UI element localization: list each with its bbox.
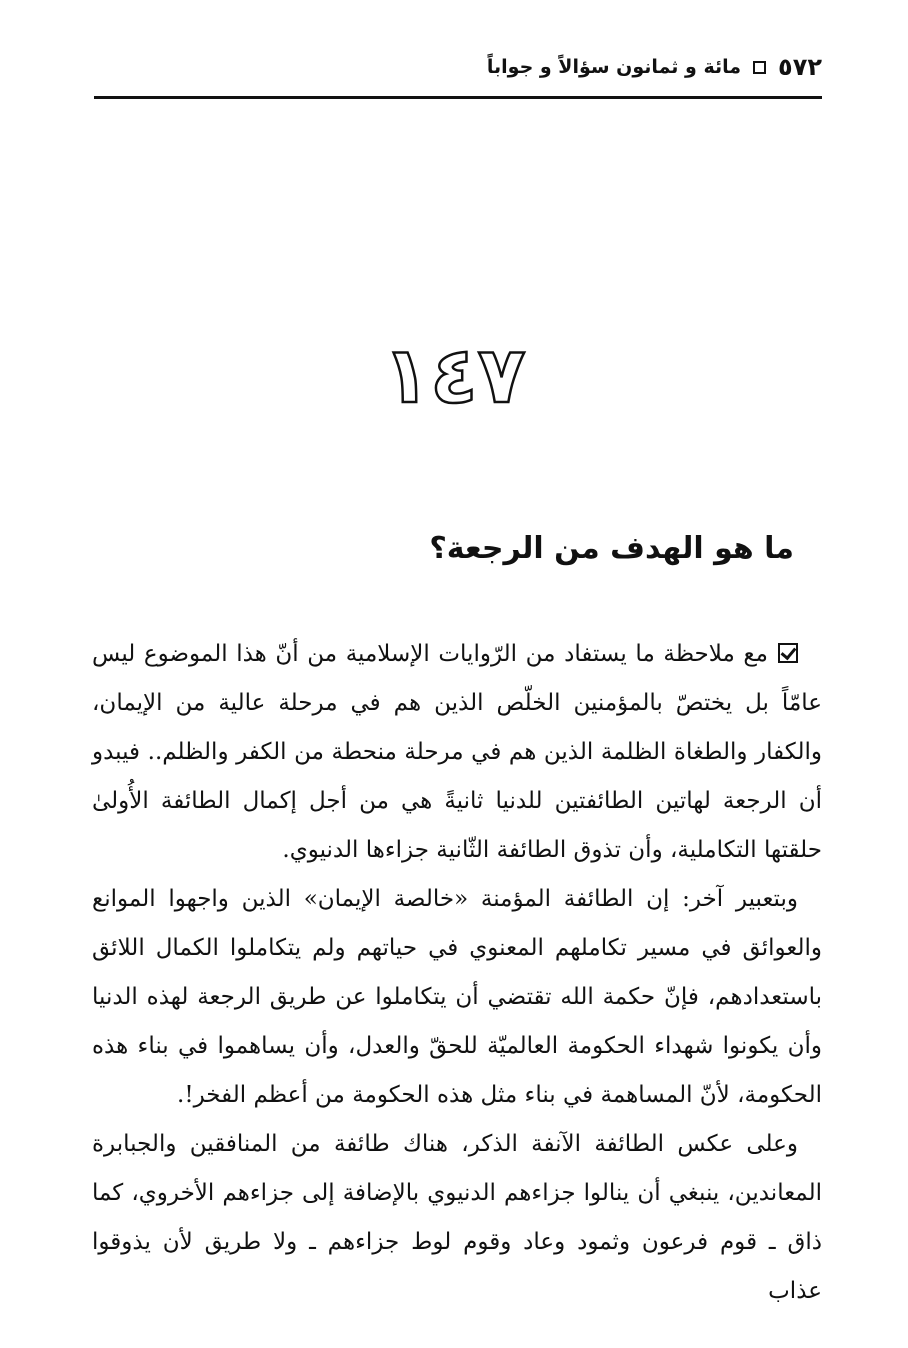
book-title: مائة و ثمانون سؤالاً و جواباً xyxy=(486,56,742,78)
question-title: ما هو الهدف من الرجعة؟ xyxy=(429,531,794,566)
paragraph-text: مع ملاحظة ما يستفاد من الرّوايات الإسلامية من أنّ هذا الموضوع ليس عامّاً بل يختصّ بالمؤمنين الخلّص الذين هم في مرحلة عالية من الإيمان، والكفار والطغاة الظلمة الذين هم في مرحلة منحطة من الكفر والظلم.. فيبدو أن الرجعة لهاتين الطائفتين للدنيا ثانيةً هي من أجل إكمال الطائفة الأُولىٰ حلقتها التكاملية، وأن تذوق الطائفة الثّانية جزاءها الدنيوي. xyxy=(92,641,822,863)
question-number: ١٤٧ xyxy=(382,331,526,421)
paragraph xyxy=(92,630,822,875)
running-header xyxy=(94,46,822,88)
header-divider xyxy=(94,96,822,99)
square-icon xyxy=(753,61,766,74)
answer-body xyxy=(92,630,822,1316)
page-number: ٥٧٢ xyxy=(778,53,822,81)
paragraph: وبتعبير آخر: إن الطائفة المؤمنة «خالصة الإيمان» الذين واجهوا الموانع والعوائق في مسير تكاملهم المعنوي في حياتهم ولم يتكاملوا الكمال اللائق باستعدادهم، فإنّ حكمة الله تقتضي أن يتكاملوا عن طريق الرجعة لهذه الدنيا وأن يكونوا شهداء الحكومة العالميّة للحقّ والعدل، وأن يساهموا في بناء هذه الحكومة، لأنّ المساهمة في بناء مثل هذه الحكومة من أعظم الفخر!. xyxy=(92,886,822,1108)
paragraph: وعلى عكس الطائفة الآنفة الذكر، هناك طائفة من المنافقين والجبابرة المعاندين، ينبغي أن ينالوا جزاءهم الدنيوي بالإضافة إلى جزاءهم الأخروي، كما ذاق ـ قوم فرعون وثمود وعاد وقوم لوط جزاءهم ـ ولا طريق لأن يذوقوا عذاب xyxy=(92,1131,822,1304)
checkbox-checked-icon xyxy=(778,643,798,663)
